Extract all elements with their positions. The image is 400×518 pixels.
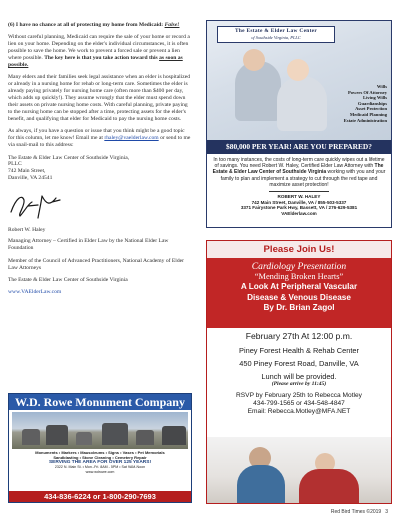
logo-line-2: of Southside Virginia, PLLC (251, 35, 301, 40)
page-footer (331, 509, 388, 515)
rsvp-phone[interactable]: 434-799-1565 or 434-548-4847 (253, 400, 345, 408)
rowe-ad-title: W.D. Rowe Monument Company (9, 394, 191, 410)
rowe-services-2: Sandblasting • Stone Cleaning • Cemetery Repair (53, 455, 147, 460)
address-line-2: PLLC (8, 161, 22, 168)
office-address-1: 742 Main Street, Danville, VA / 855-503-5337 (251, 199, 347, 205)
elder-body-bold: The Estate & Elder Law Center of Southside Virginia (212, 163, 384, 176)
rsvp-line-1: RSVP by February 25th to Rebecca Motley (236, 392, 362, 399)
service-item: Powers Of Attorney (347, 89, 387, 95)
services-list (344, 84, 387, 123)
publication-name: Red Bird Times ©2019 (330, 509, 382, 515)
address-line-1: The Estate & Elder Law Center of Southside Virginia, (8, 154, 130, 161)
question-6 (8, 22, 192, 29)
question-6-label: (6) I have no chance at all of protecting my home from Medicaid: (8, 22, 165, 28)
address-line-3: 742 Main Street, (8, 168, 46, 175)
service-item: Wills (376, 84, 387, 89)
office-address-2: 3371 Fairystone Park Hwy, Bassett, VA / 276-629-5381 (240, 205, 358, 211)
service-item: Asset Protection (355, 106, 387, 112)
rowe-website[interactable]: www.wdrowe.com (85, 470, 115, 474)
attorney-name: ROBERT W. HALEY (277, 194, 321, 200)
monument-stone (76, 432, 92, 445)
presentation-subtitle: “Mending Broken Hearts” (254, 272, 344, 281)
elder-body-text-1: In too many instances, the costs of long-term care quickly wipes out a lifetime of savings. You need Robert W. Haley, Certified Elder Law Attorney with (213, 157, 385, 170)
service-item: Guardianships (357, 100, 387, 106)
paragraph-1 (8, 34, 192, 69)
event-details (207, 328, 391, 417)
photo-head (243, 49, 265, 71)
credential-2: Member of the Council of Advanced Practitioners, National Academy of Elder Law Attorneys (8, 257, 184, 271)
rowe-monument-ad (8, 393, 192, 503)
rowe-phone[interactable]: 434-836-6224 or 1-800-290-7693 (9, 491, 191, 502)
nurse-patient-photo (207, 437, 391, 503)
rsvp-email[interactable]: Email: Rebecca.Motley@MFA.NET (247, 408, 351, 416)
event-location-1: Piney Forest Health & Rehab Center (239, 346, 359, 355)
website-link[interactable]: www.VAElderLaw.com (8, 289, 62, 296)
question-6-answer: False! (164, 22, 180, 28)
elder-law-logo (217, 26, 335, 43)
paragraph-3-text: As always, if you have a question or issue that you think might be a good topic for this column, let me know! Email me at (8, 128, 185, 142)
email-link[interactable]: rhaley@vaelderlaw.com (104, 135, 159, 142)
paragraph-3 (8, 128, 192, 149)
cardiology-event-ad (206, 240, 392, 504)
credential-3: The Estate & Elder Law Center of Southside Virginia (8, 277, 128, 284)
service-item: Estate Administration (343, 117, 387, 123)
join-header: Please Join Us! (207, 241, 391, 258)
elder-website[interactable]: VAElderlaw.com (281, 210, 317, 216)
rowe-ad-details (9, 449, 191, 475)
lunch-note: Lunch will be provided. (261, 372, 337, 381)
divider (269, 191, 329, 192)
photo-figure (299, 469, 359, 503)
paragraph-2: Many elders and their families seek legal assistance when an elder is hospitalized or already in a nursing home for rehab or long-term care. Sometimes the elder is already paying privately for nursing home care (often more than $400 per day, which adds up quickly!). They assume wrongly that the elder must spend down their assets on private nursing home costs. With careful planning, private paying to the nursing home can be stopped after a time, protecting assets for the elder's benefit, and qualifying that elder for Medicaid to pay the nursing home costs. (8, 74, 191, 122)
event-location-2: 450 Piney Forest Road, Danville, VA (239, 359, 359, 368)
presentation-block (207, 258, 391, 328)
arrival-note: (Please arrive by 11:45) (271, 381, 327, 387)
address-line-4: Danville, VA 24541 (8, 175, 53, 182)
paragraph-1-underline: as soon as possible. (8, 55, 183, 69)
elder-body-text-2: working with you and your family to plan and implement a strategy to cut through the red tape and maximize asset protection! (220, 169, 386, 188)
credential-1: Managing Attorney – Certified in Elder Law by the National Elder Law Foundation (8, 238, 169, 252)
service-item: Living Wills (363, 95, 387, 101)
mailing-address (8, 155, 192, 183)
service-item: Medicaid Planning (349, 111, 387, 117)
topic-line-1: A Look At Peripheral Vascular (240, 282, 358, 291)
photo-head (287, 59, 309, 81)
elder-ad-banner: $80,000 PER YEAR! ARE YOU PREPARED? (207, 140, 391, 154)
event-date: February 27th At 12:00 p.m. (245, 331, 353, 341)
rowe-serving: SERVING THE AREA FOR OVER 125 YEARS! (48, 460, 152, 465)
photo-figure (277, 76, 327, 131)
paragraph-1-text: Without careful planning, Medicaid can require the sale of your home or record a lien on your home. Depending on the elder's individual circumstances, it is often possible to save the home. We work to prevent a forced sale or prevent a lien where possible. (8, 34, 190, 62)
logo-line-1: The Estate & Elder Law Center (234, 28, 318, 34)
presentation-title: Cardiology Presentation (251, 261, 347, 272)
photo-figure (237, 465, 285, 503)
paragraph-1-bold: The key here is that you take action toward this (44, 55, 160, 62)
paragraph-3-tail: or send to me via snail-mail to this address: (8, 135, 191, 149)
elder-ad-body (211, 157, 387, 216)
article-column (8, 22, 192, 302)
monument-stone (22, 429, 40, 445)
signature-image (8, 190, 68, 220)
signature-name: Robert W. Haley (8, 226, 46, 233)
speaker-line: By Dr. Brian Zagol (263, 303, 335, 312)
monument-stone (162, 426, 186, 445)
monument-stone (46, 425, 68, 445)
rowe-services-1: Monuments • Markers • Mausoleums • Signs • Vases • Pet Memorials (35, 450, 165, 455)
monument-stone (102, 423, 128, 445)
monument-photo (12, 412, 188, 449)
elder-law-ad (206, 20, 392, 228)
page-number: 3 (385, 509, 388, 515)
topic-line-2: Disease & Venous Disease (247, 292, 351, 302)
rowe-address: 2322 N. Main St. • Mon.-Fri. 8AM - 5PM • Sat 9AM-Noon (54, 465, 146, 469)
monument-stone (136, 430, 154, 445)
